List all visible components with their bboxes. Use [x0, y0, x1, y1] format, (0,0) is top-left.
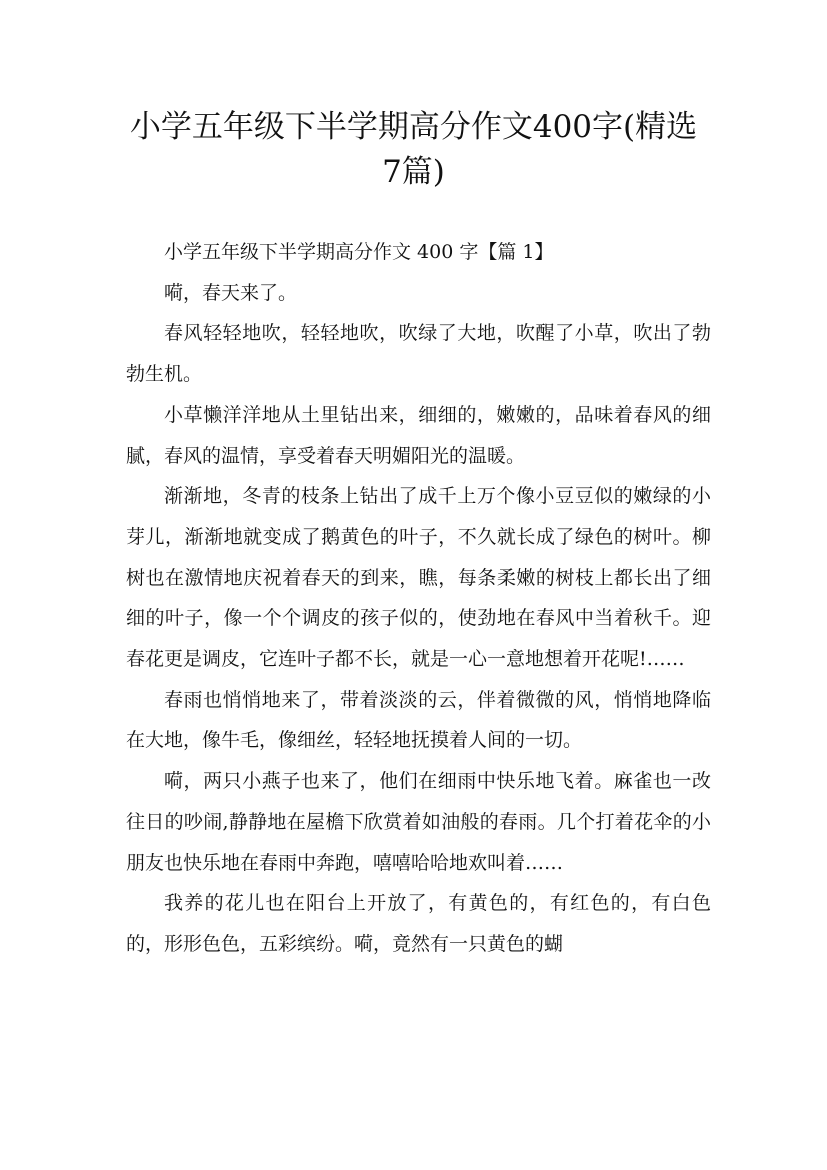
- paragraph: 我养的花儿也在阳台上开放了，有黄色的，有红色的，有白色的，形形色色，五彩缤纷。嗬，竟然有一只黄色的蝴: [126, 892, 711, 955]
- document-title-line-1: 小学五年级下半学期高分作文400字(精选: [129, 109, 698, 145]
- document-body: [126, 232, 711, 965]
- paragraph: 嗬，两只小燕子也来了，他们在细雨中快乐地飞着。麻雀也一改往日的吵闹,静静地在屋檐下欣赏着如油般的春雨。几个打着花伞的小朋友也快乐地在春雨中奔跑，嘻嘻哈哈地欢叫着……: [126, 770, 711, 874]
- document-title-line-2: 7篇): [382, 154, 445, 190]
- paragraph: 春风轻轻地吹，轻轻地吹，吹绿了大地，吹醒了小草，吹出了勃勃生机。: [126, 322, 711, 386]
- paragraph: 春雨也悄悄地来了，带着淡淡的云，伴着微微的风，悄悄地降临在大地，像牛毛，像细丝，轻轻地抚摸着人间的一切。: [126, 688, 711, 752]
- section-heading: 小学五年级下半学期高分作文 400 字【篇 1】: [164, 241, 554, 263]
- paragraph: 渐渐地，冬青的枝条上钻出了成千上万个像小豆豆似的嫩绿的小芽儿，渐渐地就变成了鹅黄色的叶子，不久就长成了绿色的树叶。柳树也在激情地庆祝着春天的到来，瞧，每条柔嫩的树枝上都长出了细细的叶子，像一个个调皮的孩子似的，使劲地在春风中当着秋千。迎春花更是调皮，它连叶子都不长，就是一心一意地想着开花呢!……: [126, 485, 711, 671]
- paragraph: 小草懒洋洋地从土里钻出来，细细的，嫩嫩的，品味着春风的细腻，春风的温情，享受着春天明媚阳光的温暖。: [126, 403, 711, 467]
- paragraph: 嗬，春天来了。: [164, 281, 298, 304]
